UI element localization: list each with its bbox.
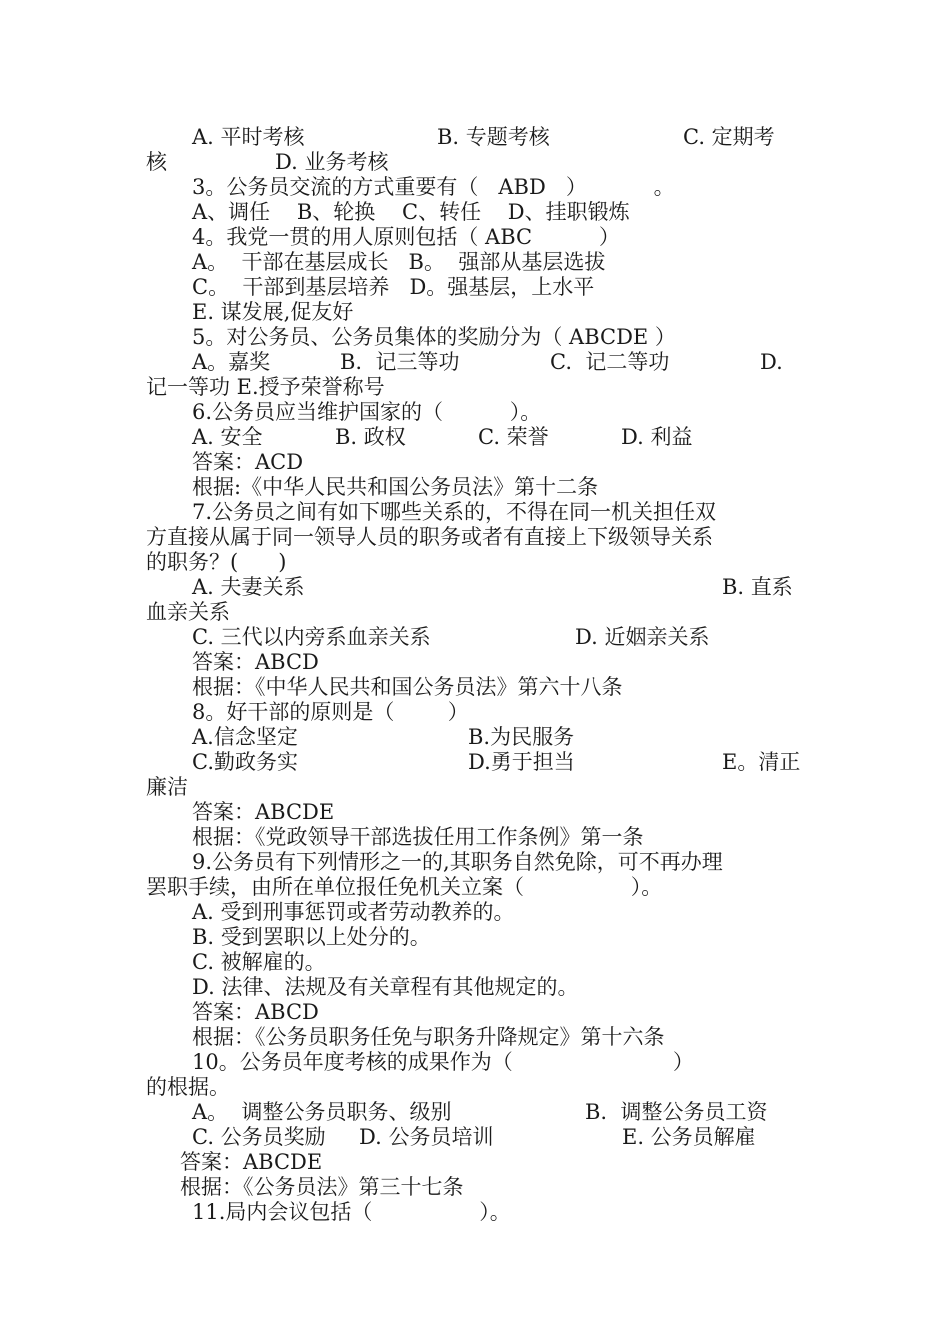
question-10: 10。公务员年度考核的成果作为（ ）	[192, 1050, 694, 1074]
basis-line: 根据：《党政领导干部选拔任用工作条例》第一条	[192, 825, 644, 849]
question-3: 3。公务员交流的方式重要有（ ABD ） 。	[192, 175, 675, 199]
option-c: C. 三代以内旁系血亲关系	[192, 625, 431, 649]
options-line: C. 被解雇的。	[192, 950, 326, 974]
option-a: A.信念坚定	[192, 725, 298, 749]
question-7-cont: 方直接从属于同一领导人员的职务或者有直接上下级领导关系	[146, 525, 713, 549]
option-d: D.	[760, 350, 783, 374]
question-8: 8。好干部的原则是（ ）	[192, 700, 469, 724]
options-line: A、调任 B、轮换 C、转任 D、挂职锻炼	[192, 200, 630, 224]
option-d: D. 近姻亲关系	[575, 625, 710, 649]
option-a: A。嘉奖	[192, 350, 271, 374]
question-9: 9.公务员有下列情形之一的,其职务自然免除，可不再办理	[192, 850, 723, 874]
question-10-cont: 的根据。	[146, 1075, 230, 1099]
basis-line: 根据：《公务员法》第三十七条	[180, 1175, 464, 1199]
text-line	[0, 124, 950, 150]
option-b: B. 调整公务员工资	[585, 1100, 768, 1124]
options-line	[0, 349, 950, 375]
option-b: B.为民服务	[468, 725, 575, 749]
options-line: B. 受到罢职以上处分的。	[192, 925, 431, 949]
option-e: E。清正	[722, 750, 801, 774]
question-5: 5。对公务员、公务员集体的奖励分为（ ABCDE ）	[192, 325, 676, 349]
option-b: B. 专题考核	[437, 125, 550, 149]
option-b: B. 记三等功	[340, 350, 460, 374]
question-7-cont: 的职务？( )	[146, 550, 287, 574]
option-c: C. 荣誉	[478, 425, 549, 449]
answer-line: 答案：ABCD	[192, 1000, 319, 1024]
options-line	[0, 1124, 950, 1150]
option-a: A. 夫妻关系	[192, 575, 305, 599]
basis-line: 根据：《中华人民共和国公务员法》第六十八条	[192, 675, 623, 699]
line-wrap: 核	[146, 150, 167, 174]
options-line	[0, 724, 950, 750]
option-d: D. 利益	[621, 425, 693, 449]
options-line: 记一等功 E.授予荣誉称号	[146, 375, 385, 399]
options-line	[0, 1099, 950, 1125]
options-line	[0, 749, 950, 775]
answer-line: 答案：ABCD	[192, 650, 319, 674]
options-line: E. 谋发展,促友好	[192, 300, 354, 324]
option-b: B. 政权	[335, 425, 406, 449]
option-a: A。 调整公务员职务、级别	[192, 1100, 452, 1124]
options-line	[0, 624, 950, 650]
option-a: A. 平时考核	[192, 125, 305, 149]
question-6: 6.公务员应当维护国家的（ ）。	[192, 400, 542, 424]
option-a: A. 安全	[192, 425, 263, 449]
basis-line: 根据:《中华人民共和国公务员法》第十二条	[192, 475, 599, 499]
option-c: C.勤政务实	[192, 750, 298, 774]
answer-line: 答案：ABCDE	[180, 1150, 323, 1174]
options-line: D. 法律、法规及有关章程有其他规定的。	[192, 975, 579, 999]
text-line	[0, 149, 950, 175]
option-cd: C. 公务员奖励 D. 公务员培训	[192, 1125, 494, 1149]
option-b: B. 直系	[722, 575, 793, 599]
option-d: D. 业务考核	[275, 150, 389, 174]
options-line	[0, 424, 950, 450]
options-line	[0, 574, 950, 600]
options-line: 廉洁	[146, 775, 188, 799]
option-d: D.勇于担当	[468, 750, 575, 774]
option-e: E. 公务员解雇	[622, 1125, 756, 1149]
question-9-cont: 罢职手续，由所在单位报任免机关立案（ ）。	[146, 875, 663, 899]
options-line: A。 干部在基层成长 B。 强部从基层选拔	[192, 250, 606, 274]
option-c: C. 定期考	[683, 125, 775, 149]
option-c: C. 记二等功	[550, 350, 670, 374]
options-line: 血亲关系	[146, 600, 230, 624]
answer-line: 答案：ACD	[192, 450, 304, 474]
question-7: 7.公务员之间有如下哪些关系的，不得在同一机关担任双	[192, 500, 717, 524]
basis-line: 根据：《公务员职务任免与职务升降规定》第十六条	[192, 1025, 665, 1049]
answer-line: 答案：ABCDE	[192, 800, 335, 824]
question-11: 11.局内会议包括（ ）。	[192, 1200, 511, 1224]
options-line: C。 干部到基层培养 D。强基层，上水平	[192, 275, 595, 299]
options-line: A. 受到刑事惩罚或者劳动教养的。	[192, 900, 515, 924]
question-4: 4。我党一贯的用人原则包括（ ABC ）	[192, 225, 620, 249]
